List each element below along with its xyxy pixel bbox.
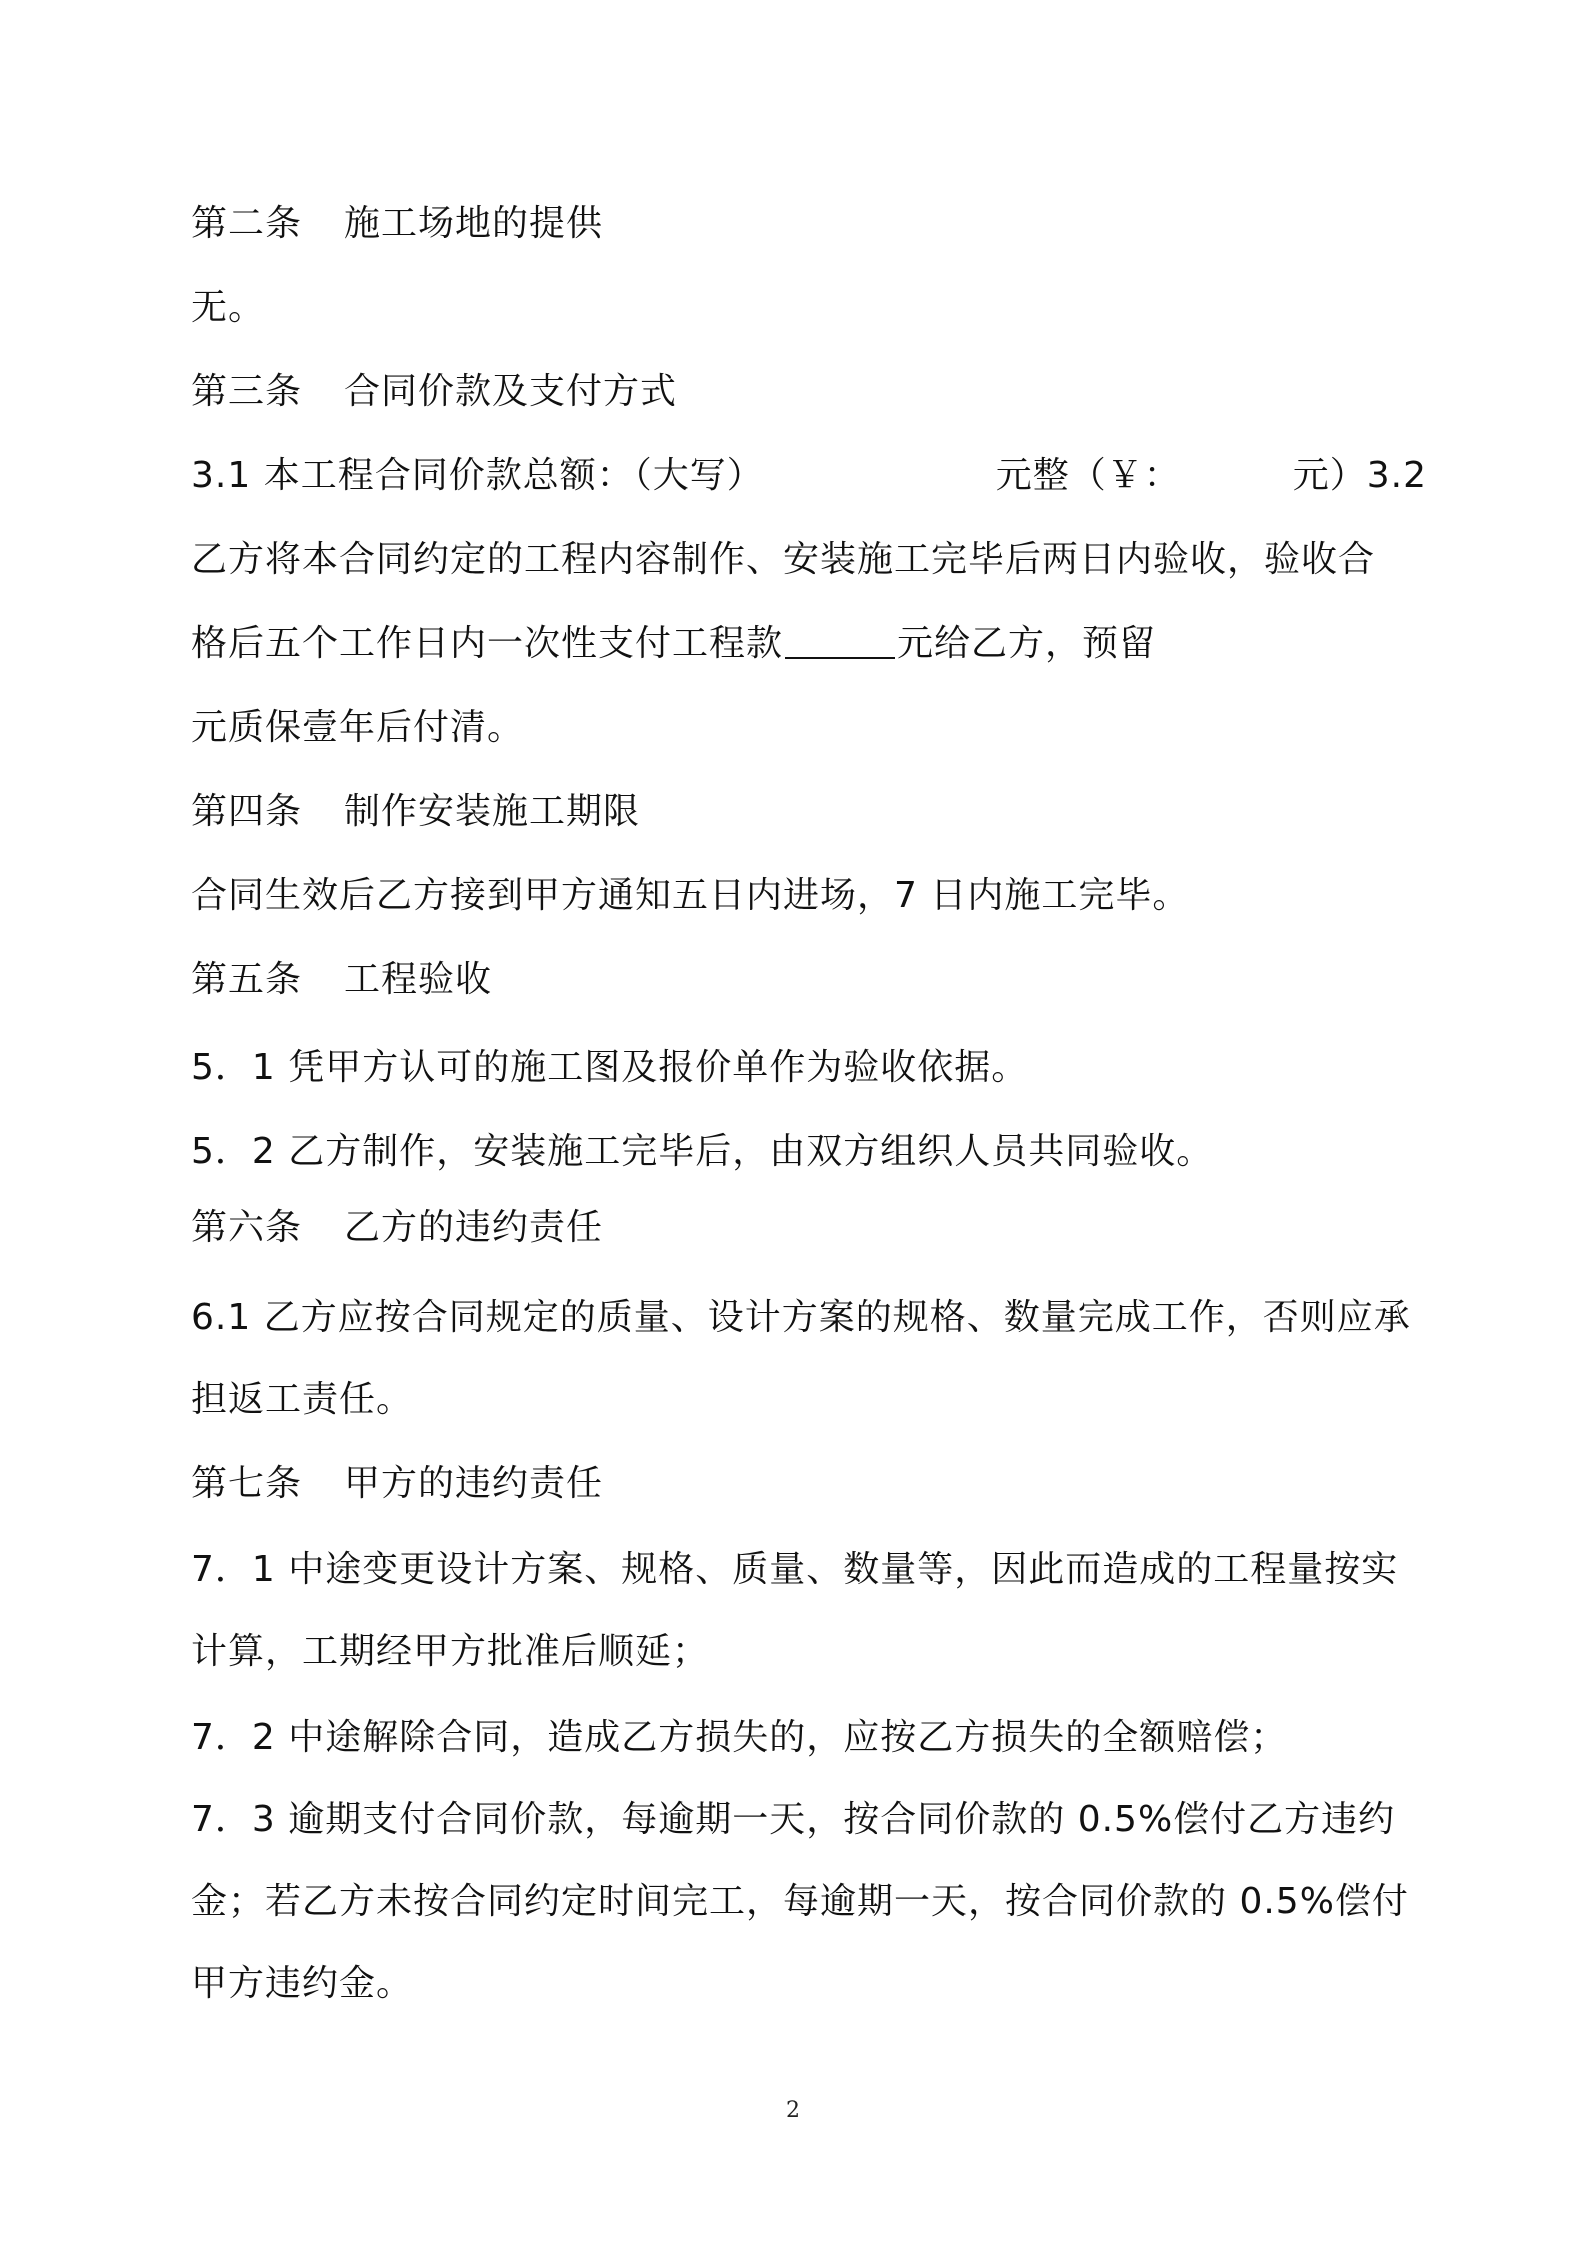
payment-text-after: 元给乙方，预留 bbox=[897, 623, 1157, 664]
article-title: 甲方的违约责任 bbox=[344, 1463, 604, 1504]
article-7-heading bbox=[191, 1462, 603, 1506]
clause-7-1-line-2: 计算，工期经甲方批准后顺延； bbox=[191, 1631, 710, 1672]
article-4-heading bbox=[191, 790, 640, 834]
article-title: 合同价款及支付方式 bbox=[344, 371, 678, 412]
clause-7-3-line-3: 甲方违约金。 bbox=[191, 1963, 414, 2004]
article-number: 第三条 bbox=[191, 371, 303, 412]
article-6-heading bbox=[191, 1206, 603, 1250]
article-2-body: 无。 bbox=[191, 287, 266, 328]
clause-7-2: 7．2 中途解除合同，造成乙方损失的，应按乙方损失的全额赔偿； bbox=[191, 1717, 1288, 1758]
page-number: 2 bbox=[786, 2098, 800, 2123]
clause-3-2-line-1: 乙方将本合同约定的工程内容制作、安装施工完毕后两日内验收，验收合 bbox=[191, 539, 1376, 580]
payment-text-before: 格后五个工作日内一次性支付工程款 bbox=[191, 623, 784, 664]
clause-3-2-line-2 bbox=[191, 622, 1156, 666]
payment-blank bbox=[785, 627, 895, 659]
article-title: 施工场地的提供 bbox=[344, 203, 604, 244]
article-number: 第五条 bbox=[191, 959, 303, 1000]
article-5-heading bbox=[191, 958, 492, 1002]
article-number: 第七条 bbox=[191, 1463, 303, 1504]
article-number: 第二条 bbox=[191, 203, 303, 244]
amount-yuan-close: 元）3.2 bbox=[1292, 455, 1427, 496]
clause-7-1-line-1: 7．1 中途变更设计方案、规格、质量、数量等，因此而造成的工程量按实 bbox=[191, 1549, 1399, 1590]
article-title: 工程验收 bbox=[344, 959, 493, 1000]
clause-7-3-line-1: 7．3 逾期支付合同价款，每逾期一天，按合同价款的 0.5%偿付乙方违约 bbox=[191, 1799, 1396, 1840]
article-3-heading bbox=[191, 370, 677, 414]
clause-3-1 bbox=[191, 454, 1427, 498]
clause-7-3-line-2: 金；若乙方未按合同约定时间完工，每逾期一天，按合同价款的 0.5%偿付 bbox=[191, 1881, 1409, 1922]
clause-3-2-line-3: 元质保壹年后付清。 bbox=[191, 707, 525, 748]
amount-yuan-zheng: 元整（￥： bbox=[995, 455, 1181, 496]
article-title: 乙方的违约责任 bbox=[344, 1207, 604, 1248]
article-number: 第六条 bbox=[191, 1207, 303, 1248]
clause-3-1-label: 3.1 本工程合同价款总额：（大写） bbox=[191, 455, 764, 496]
clause-6-1-line-1: 6.1 乙方应按合同规定的质量、设计方案的规格、数量完成工作，否则应承 bbox=[191, 1297, 1411, 1338]
article-4-body: 合同生效后乙方接到甲方通知五日内进场，7 日内施工完毕。 bbox=[191, 875, 1190, 916]
article-2-heading bbox=[191, 202, 603, 246]
clause-5-1: 5．1 凭甲方认可的施工图及报价单作为验收依据。 bbox=[191, 1047, 1029, 1088]
clause-6-1-line-2: 担返工责任。 bbox=[191, 1379, 414, 1420]
article-title: 制作安装施工期限 bbox=[344, 791, 641, 832]
clause-5-2: 5．2 乙方制作，安装施工完毕后，由双方组织人员共同验收。 bbox=[191, 1131, 1214, 1172]
article-number: 第四条 bbox=[191, 791, 303, 832]
